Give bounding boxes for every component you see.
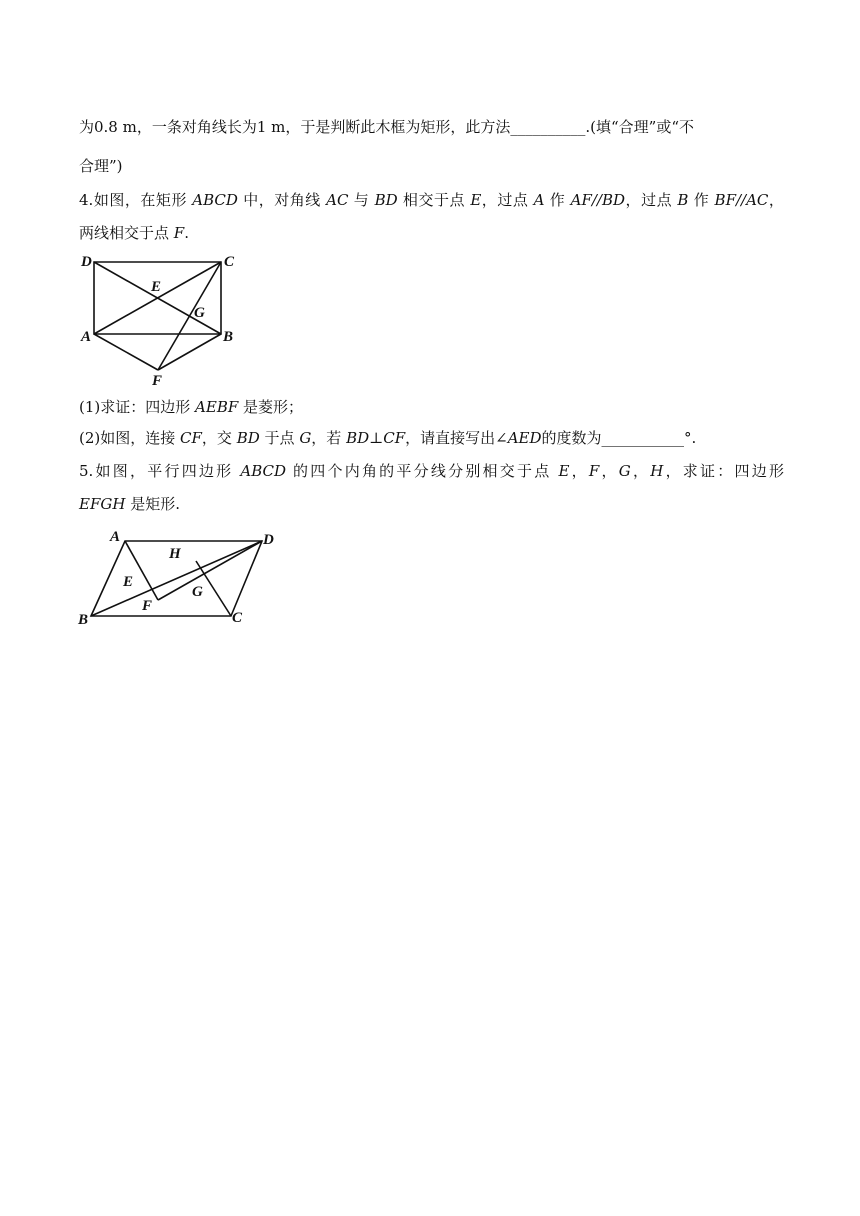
label-d: D [81, 254, 92, 270]
label-h: H [169, 546, 181, 562]
label-b: B [223, 329, 234, 345]
bisector-a [125, 541, 158, 600]
segment-af [94, 334, 158, 370]
q5-statement-line-2: EFGH 是矩形. [79, 495, 180, 513]
label-c: C [224, 254, 235, 270]
label-g: G [192, 584, 203, 600]
q3-continuation-line-2: 合理”) [79, 157, 123, 175]
q4-statement-line-1: 4.如图，在矩形 ABCD 中，对角线 AC 与 BD 相交于点 E，过点 A 作 AF//BD，过点 B 作 BF//AC， [79, 191, 784, 209]
label-c: C [232, 610, 243, 626]
label-d: D [263, 532, 274, 548]
segment-bf [158, 334, 221, 370]
q4-part-2: (2)如图，连接 CF，交 BD 于点 G，若 BD⊥CF，请直接写出∠AED的度数为___________°. [79, 429, 697, 447]
label-e: E [151, 279, 162, 295]
label-e: E [123, 574, 134, 590]
q4-figure [76, 250, 246, 390]
q4-part-1: (1)求证：四边形 AEBF 是菱形； [79, 398, 304, 416]
q5-figure [76, 524, 286, 632]
label-b: B [78, 612, 89, 628]
q5-statement-line-1: 5.如图，平行四边形 ABCD 的四个内角的平分线分别相交于点 E，F，G，H，求证：四边形 [79, 462, 784, 480]
label-a: A [81, 329, 92, 345]
q3-continuation-line-1: 为0.8 m，一条对角线长为1 m，于是判断此木框为矩形，此方法__________.(填“合理”或“不 [79, 118, 695, 136]
label-f: F [152, 373, 163, 389]
label-g: G [194, 305, 205, 321]
q4-statement-line-2: 两线相交于点 F. [79, 224, 189, 242]
label-a: A [110, 529, 121, 545]
segment-cf [158, 262, 221, 370]
label-f: F [142, 598, 153, 614]
